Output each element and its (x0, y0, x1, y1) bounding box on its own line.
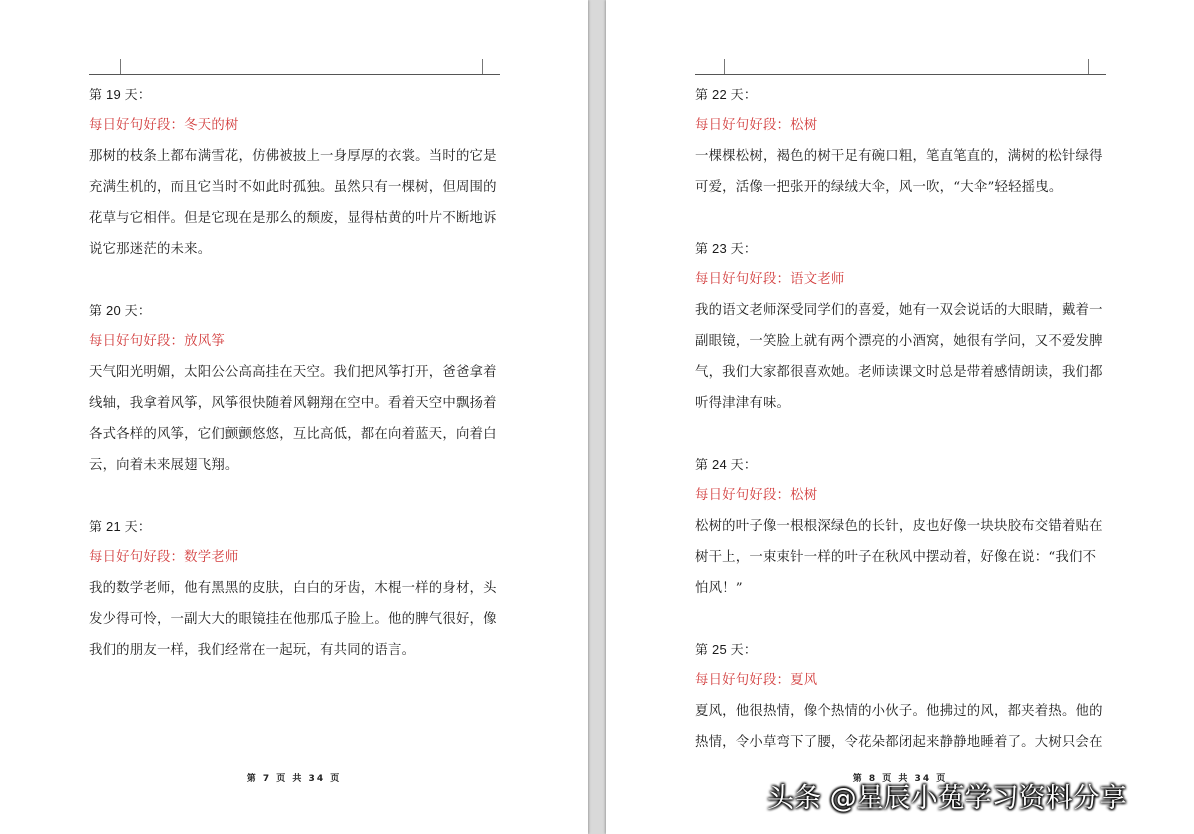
section-subtitle: 每日好句好段：松树 (695, 118, 818, 133)
section-gap (695, 203, 1109, 233)
paragraph-line: 我们的朋友一样，我们经常在一起玩，有共同的语言。 (89, 643, 416, 658)
paragraph-line: 说它那迷茫的未来。 (89, 242, 212, 257)
paragraph-line: 线轴，我拿着风筝，风筝很快随着风翱翔在空中。看着天空中飘扬着 (89, 396, 497, 411)
paragraph-line: 可爱，活像一把张开的绿绒大伞，风一吹，“大伞”轻轻摇曳。 (695, 180, 1063, 195)
section-gap (695, 604, 1109, 634)
paragraph-line: 各式各样的风筝，它们颤颤悠悠，互比高低，都在向着蓝天，向着白 (89, 427, 497, 442)
crop-mark (724, 59, 725, 74)
paragraph-line: 一棵棵松树，褐色的树干足有碗口粗，笔直笔直的，满树的松针绿得 (695, 149, 1103, 164)
crop-mark (120, 59, 121, 74)
day-heading: 第 19 天： (89, 87, 152, 102)
paragraph-line: 夏风，他很热情，像个热情的小伙子。他拂过的风，都夹着热。他的 (695, 704, 1103, 719)
paragraph-line: 我的数学老师，他有黑黑的皮肤，白白的牙齿，木棍一样的身材，头 (89, 581, 497, 596)
paragraph-line: 花草与它相伴。但是它现在是那么的颓废，显得枯黄的叶片不断地诉 (89, 211, 497, 226)
page-footer: 第 7 页 共 34 页 (246, 774, 342, 784)
day-heading: 第 20 天： (89, 303, 152, 318)
paragraph-line: 气，我们大家都很喜欢她。老师读课文时总是带着感情朗读，我们都 (695, 365, 1103, 380)
page-footer: 第 8 页 共 34 页 (852, 774, 948, 784)
day-heading: 第 25 天： (695, 642, 758, 657)
paragraph-line: 我的语文老师深受同学们的喜爱，她有一双会说话的大眼睛，戴着一 (695, 303, 1103, 318)
paragraph-line: 那树的枝条上都布满雪花，仿佛被披上一身厚厚的衣裳。当时的它是 (89, 149, 497, 164)
paragraph-line: 充满生机的，而且它当时不如此时孤独。虽然只有一棵树，但周围的 (89, 180, 497, 195)
page-gutter (588, 0, 606, 834)
section-gap (695, 419, 1109, 449)
paragraph-line: 怕风！” (695, 581, 743, 596)
paragraph-line: 热情，令小草弯下了腰，令花朵都闭起来静静地睡着了。大树只会在 (695, 735, 1103, 750)
day-heading: 第 24 天： (695, 457, 758, 472)
day-heading: 第 23 天： (695, 241, 758, 256)
page-content (89, 79, 503, 666)
paragraph-line: 云，向着未来展翅飞翔。 (89, 458, 239, 473)
section-subtitle: 每日好句好段：放风筝 (89, 334, 225, 349)
paragraph-line: 树干上，一束束针一样的叶子在秋风中摆动着，好像在说：“我们不 (695, 550, 1097, 565)
crop-mark (482, 59, 483, 74)
section-subtitle: 每日好句好段：松树 (695, 488, 818, 503)
day-heading: 第 21 天： (89, 519, 152, 534)
document-page-7 (0, 0, 588, 834)
day-heading: 第 22 天： (695, 87, 758, 102)
paragraph-line: 松树的叶子像一根根深绿色的长针，皮也好像一块块胶布交错着贴在 (695, 519, 1103, 534)
paragraph-line: 副眼镜，一笑脸上就有两个漂亮的小酒窝，她很有学问，又不爱发脾 (695, 334, 1103, 349)
paragraph-line: 听得津津有味。 (695, 396, 791, 411)
section-subtitle: 每日好句好段：语文老师 (695, 272, 845, 287)
section-subtitle: 每日好句好段：冬天的树 (89, 118, 239, 133)
crop-mark (1088, 59, 1089, 74)
header-rule (695, 74, 1106, 75)
paragraph-line: 发少得可怜，一副大大的眼镜挂在他那瓜子脸上。他的脾气很好，像 (89, 612, 497, 627)
header-rule (89, 74, 500, 75)
section-gap (89, 481, 503, 511)
section-subtitle: 每日好句好段：夏风 (695, 673, 818, 688)
document-page-8 (606, 0, 1194, 834)
section-gap (89, 265, 503, 295)
section-subtitle: 每日好句好段：数学老师 (89, 550, 239, 565)
page-content (695, 79, 1109, 758)
watermark: 头条 @星辰小菟学习资料分享 (767, 783, 1127, 814)
paragraph-line: 天气阳光明媚，太阳公公高高挂在天空。我们把风筝打开，爸爸拿着 (89, 365, 497, 380)
